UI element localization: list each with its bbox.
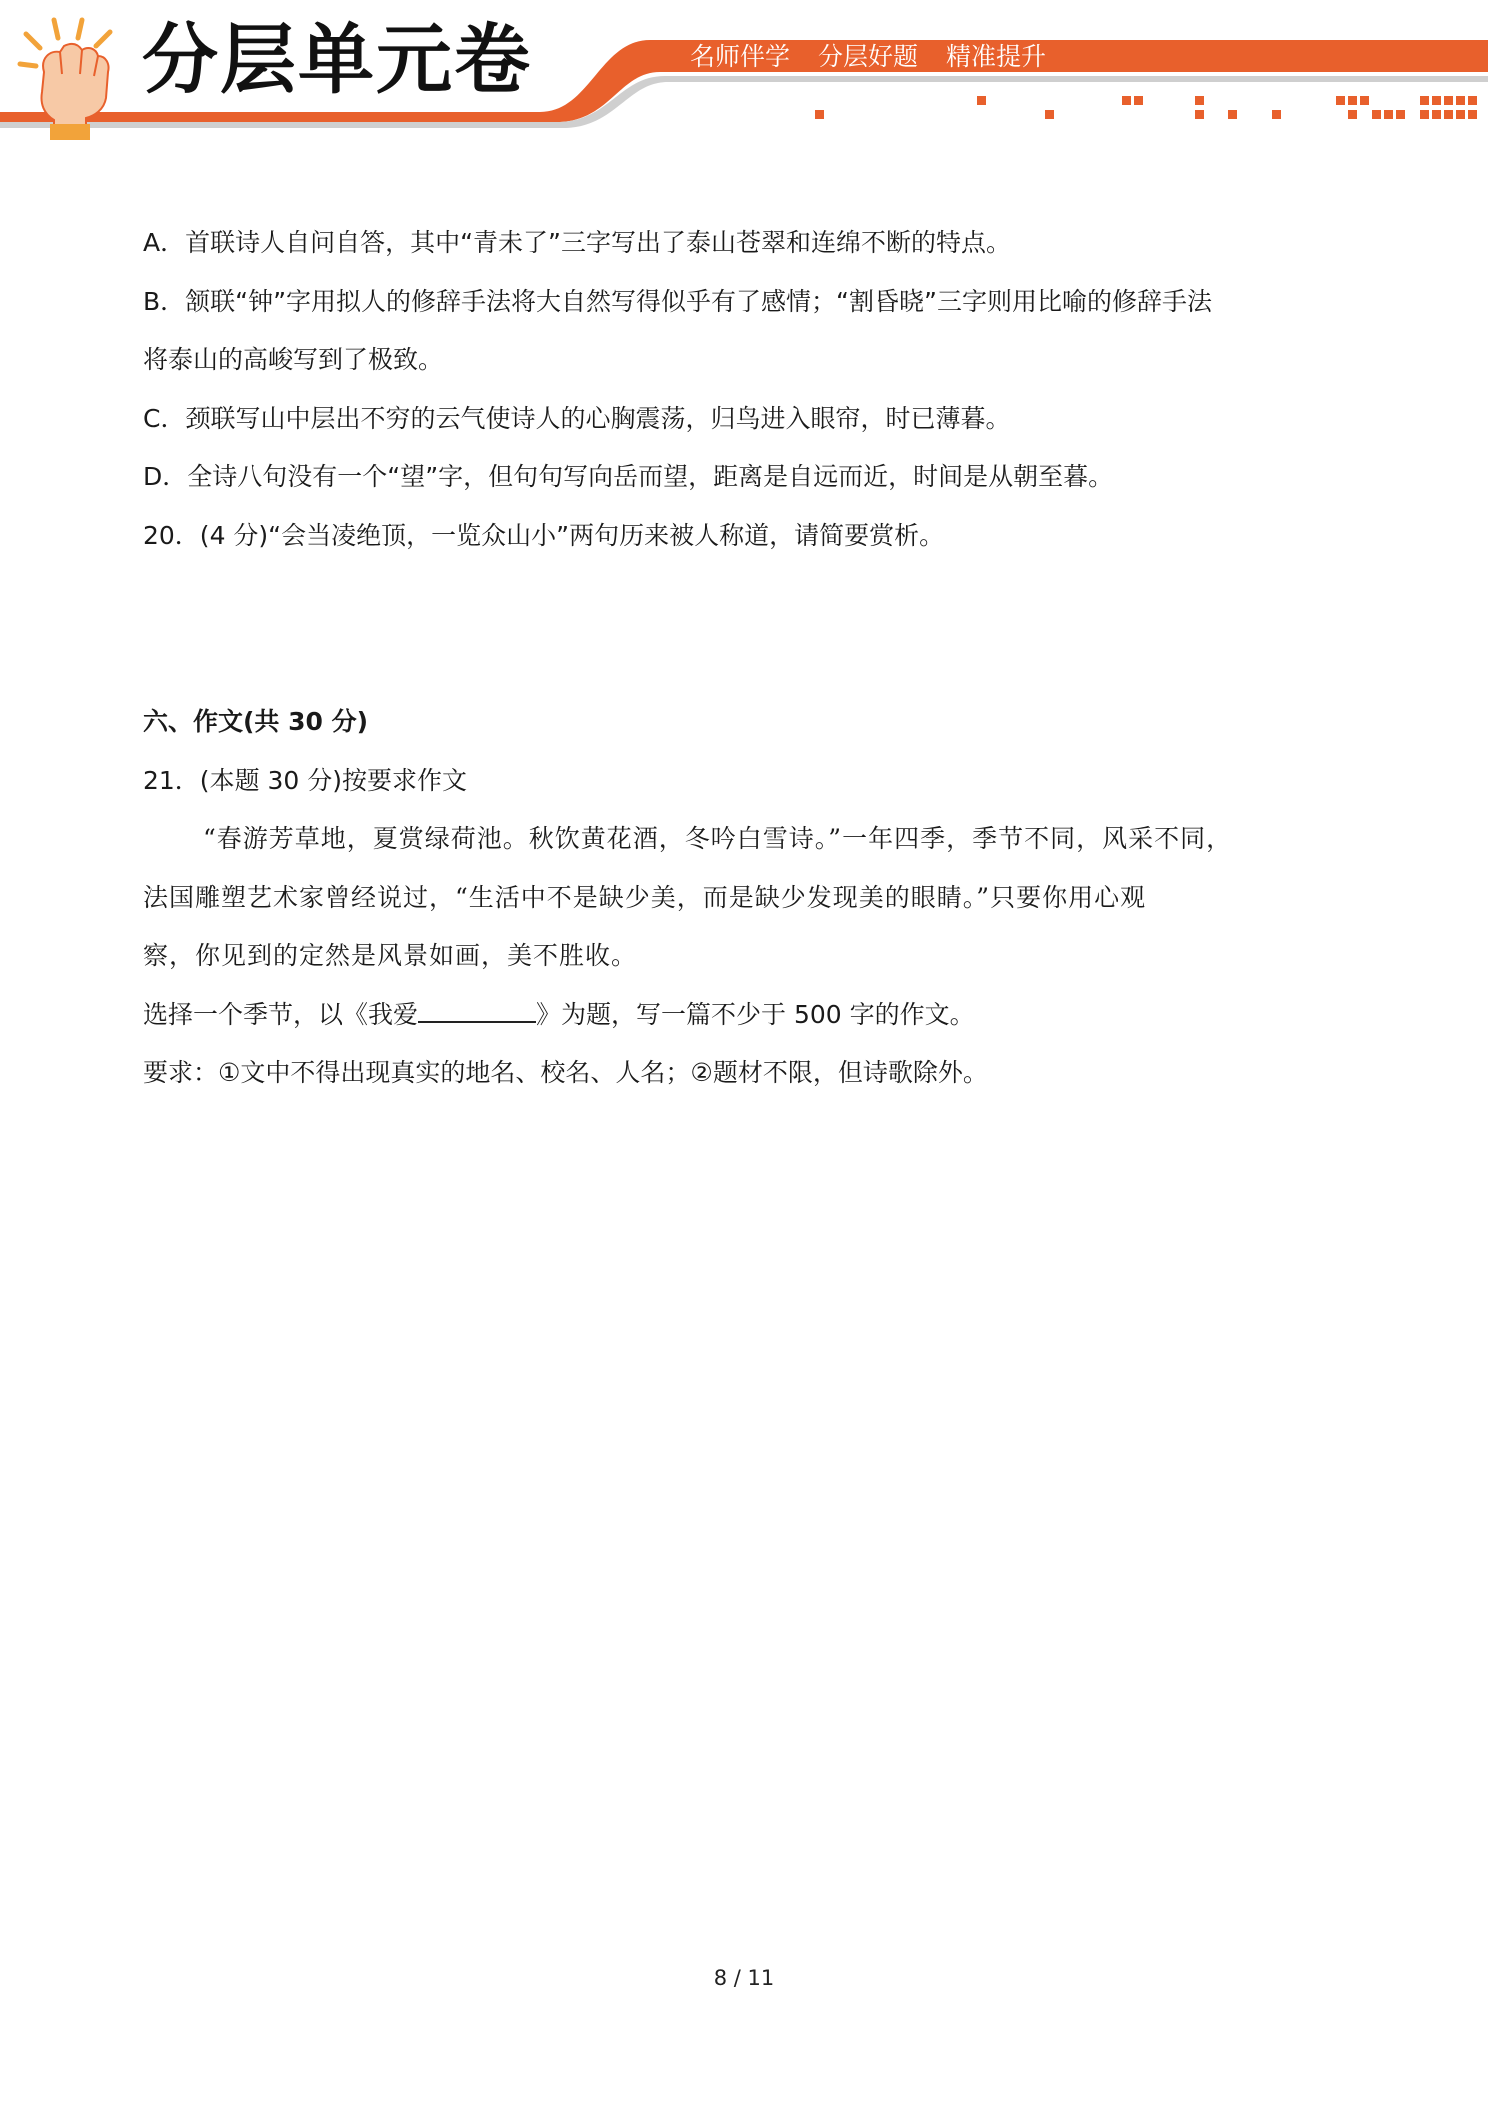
page-header: [0, 0, 1488, 150]
essay-prompt-line-3: 察，你见到的定然是风景如画，美不胜收。: [143, 941, 638, 970]
slogan-3: 精准提升: [946, 42, 1047, 71]
essay-prompt-line-1: “春游芳草地，夏赏绿荷池。秋饮黄花酒，冬吟白雪诗。”一年四季，季节不同，风采不同，: [203, 824, 1233, 853]
essay-requirements: 要求：①文中不得出现真实的地名、校名、人名；②题材不限，但诗歌除外。: [143, 1058, 988, 1087]
answer-space: [143, 565, 1343, 693]
option-b-line-2: 将泰山的高峻写到了极致。: [143, 345, 444, 374]
slogan-1: 名师伴学: [690, 42, 791, 71]
section-title: 六、作文(共 30 分): [143, 707, 369, 736]
option-b-line-1: B．颔联“钟”字用拟人的修辞手法将大自然写得似乎有了感情；“割昏晓”三字则用比喻的修辞手法: [143, 286, 1212, 316]
title-blank: [418, 997, 536, 1023]
essay-task-before: 选择一个季节，以《我爱: [143, 999, 419, 1029]
option-c: C．颈联写山中层出不穷的云气使诗人的心胸震荡，归鸟进入眼帘，时已薄暮。: [143, 403, 1011, 433]
raised-fist-icon: [14, 14, 134, 142]
question-21-title: 21．(本题 30 分)按要求作文: [143, 765, 468, 795]
option-d: D．全诗八句没有一个“望”字，但句句写向岳而望，距离是自远而近，时间是从朝至暮。: [143, 462, 1114, 491]
essay-prompt-line-2: 法国雕塑艺术家曾经说过，“生活中不是缺少美，而是缺少发现美的眼睛。”只要你用心观: [143, 882, 1147, 912]
page-content: [143, 214, 1343, 1103]
essay-task: [143, 986, 1343, 1045]
essay-task-after: 》为题，写一篇不少于 500 字的作文。: [536, 999, 975, 1029]
page-number: 8 / 11: [713, 1966, 775, 1990]
slogan-2: 分层好题: [818, 42, 919, 71]
option-a: A．首联诗人自问自答，其中“青未了”三字写出了泰山苍翠和连绵不断的特点。: [143, 228, 1012, 257]
brand-title: 分层单元卷: [142, 15, 532, 104]
question-20: 20．(4 分)“会当凌绝顶，一览众山小”两句历来被人称道，请简要赏析。: [143, 520, 945, 550]
